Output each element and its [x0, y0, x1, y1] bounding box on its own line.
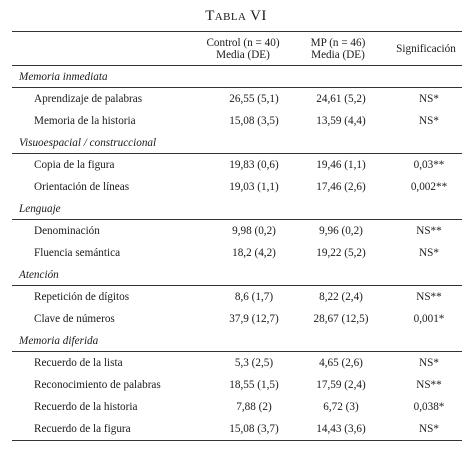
table-title: Tabla VI [205, 8, 267, 24]
row-label: Repetición de dígitos [34, 291, 130, 303]
row-label: Fluencia semántica [34, 247, 121, 259]
control-value: 19,03 (1,1) [229, 181, 279, 193]
control-value: 7,88 (2) [236, 401, 272, 413]
significance-value: NS** [416, 291, 442, 303]
significance-value: NS* [419, 93, 439, 105]
significance-value: NS** [416, 225, 442, 237]
table-row [12, 396, 462, 418]
control-value: 15,08 (3,5) [229, 115, 279, 127]
section-row [12, 66, 462, 88]
table-row [12, 308, 462, 330]
table-row [12, 352, 462, 375]
row-label: Copia de la figura [34, 159, 115, 171]
header-mp [292, 32, 384, 66]
section-row [12, 132, 462, 154]
header-mp-group: MP (n = 46) [310, 36, 366, 49]
section-row [12, 330, 462, 352]
significance-value: 0,038* [413, 401, 445, 413]
mp-value: 17,59 (2,4) [316, 379, 366, 391]
section-title: Atención [19, 268, 59, 281]
section-row [12, 198, 462, 220]
table-row [12, 110, 462, 132]
section-title: Memoria inmediata [19, 70, 108, 83]
control-value: 15,08 (3,7) [229, 423, 279, 435]
table-row [12, 418, 462, 441]
table-body [12, 66, 462, 441]
row-label: Reconocimiento de palabras [34, 379, 161, 391]
mp-value: 9,96 (0,2) [319, 225, 363, 237]
results-table [12, 31, 462, 441]
control-value: 18,2 (4,2) [232, 247, 276, 259]
significance-value: NS* [419, 115, 439, 127]
significance-value: 0,03** [413, 159, 445, 171]
row-label: Orientación de líneas [34, 181, 130, 193]
row-label: Recuerdo de la historia [34, 401, 138, 413]
mp-value: 8,22 (2,4) [319, 291, 363, 303]
section-title: Lenguaje [19, 202, 61, 215]
table-row [12, 176, 462, 198]
section-row [12, 264, 462, 286]
control-value: 8,6 (1,7) [234, 291, 274, 303]
row-label: Recuerdo de la lista [34, 357, 123, 369]
section-title: Visuoespacial / construccional [19, 136, 157, 149]
mp-value: 19,22 (5,2) [316, 247, 366, 259]
significance-value: 0,002** [410, 181, 448, 193]
significance-value: NS* [419, 247, 439, 259]
control-value: 19,83 (0,6) [229, 159, 279, 171]
header-control-group: Control (n = 40) [206, 36, 280, 49]
header-control [194, 32, 292, 66]
control-value: 37,9 (12,7) [229, 313, 279, 325]
row-label: Recuerdo de la figura [34, 423, 131, 435]
table-header [12, 32, 462, 66]
row-label: Clave de números [34, 313, 115, 325]
mp-value: 19,46 (1,1) [316, 159, 366, 171]
row-label: Aprendizaje de palabras [34, 93, 143, 105]
control-value: 5,3 (2,5) [234, 357, 274, 369]
row-label: Denominación [34, 225, 100, 237]
mp-value: 24,61 (5,2) [316, 93, 366, 105]
table-row [12, 154, 462, 177]
table-row [12, 88, 462, 111]
mp-value: 13,59 (4,4) [316, 115, 366, 127]
mp-value: 6,72 (3) [323, 401, 359, 413]
table-row [12, 286, 462, 309]
mp-value: 4,65 (2,6) [319, 357, 363, 369]
mp-value: 17,46 (2,6) [316, 181, 366, 193]
mp-value: 28,67 (12,5) [313, 313, 369, 325]
mp-value: 14,43 (3,6) [316, 423, 366, 435]
significance-value: NS* [419, 357, 439, 369]
control-value: 18,55 (1,5) [229, 379, 279, 391]
section-title: Memoria diferida [19, 334, 99, 347]
header-control-stat: Media (DE) [216, 48, 270, 61]
table-row [12, 220, 462, 243]
table-row [12, 242, 462, 264]
table-row [12, 374, 462, 396]
significance-value: NS** [416, 379, 442, 391]
significance-value: NS* [419, 423, 439, 435]
header-empty [12, 32, 194, 66]
header-significance: Significación [396, 42, 456, 55]
significance-value: 0,001* [413, 313, 445, 325]
header-mp-stat: Media (DE) [311, 48, 365, 61]
row-label: Memoria de la historia [34, 115, 136, 127]
control-value: 9,98 (0,2) [232, 225, 276, 237]
control-value: 26,55 (5,1) [229, 93, 279, 105]
